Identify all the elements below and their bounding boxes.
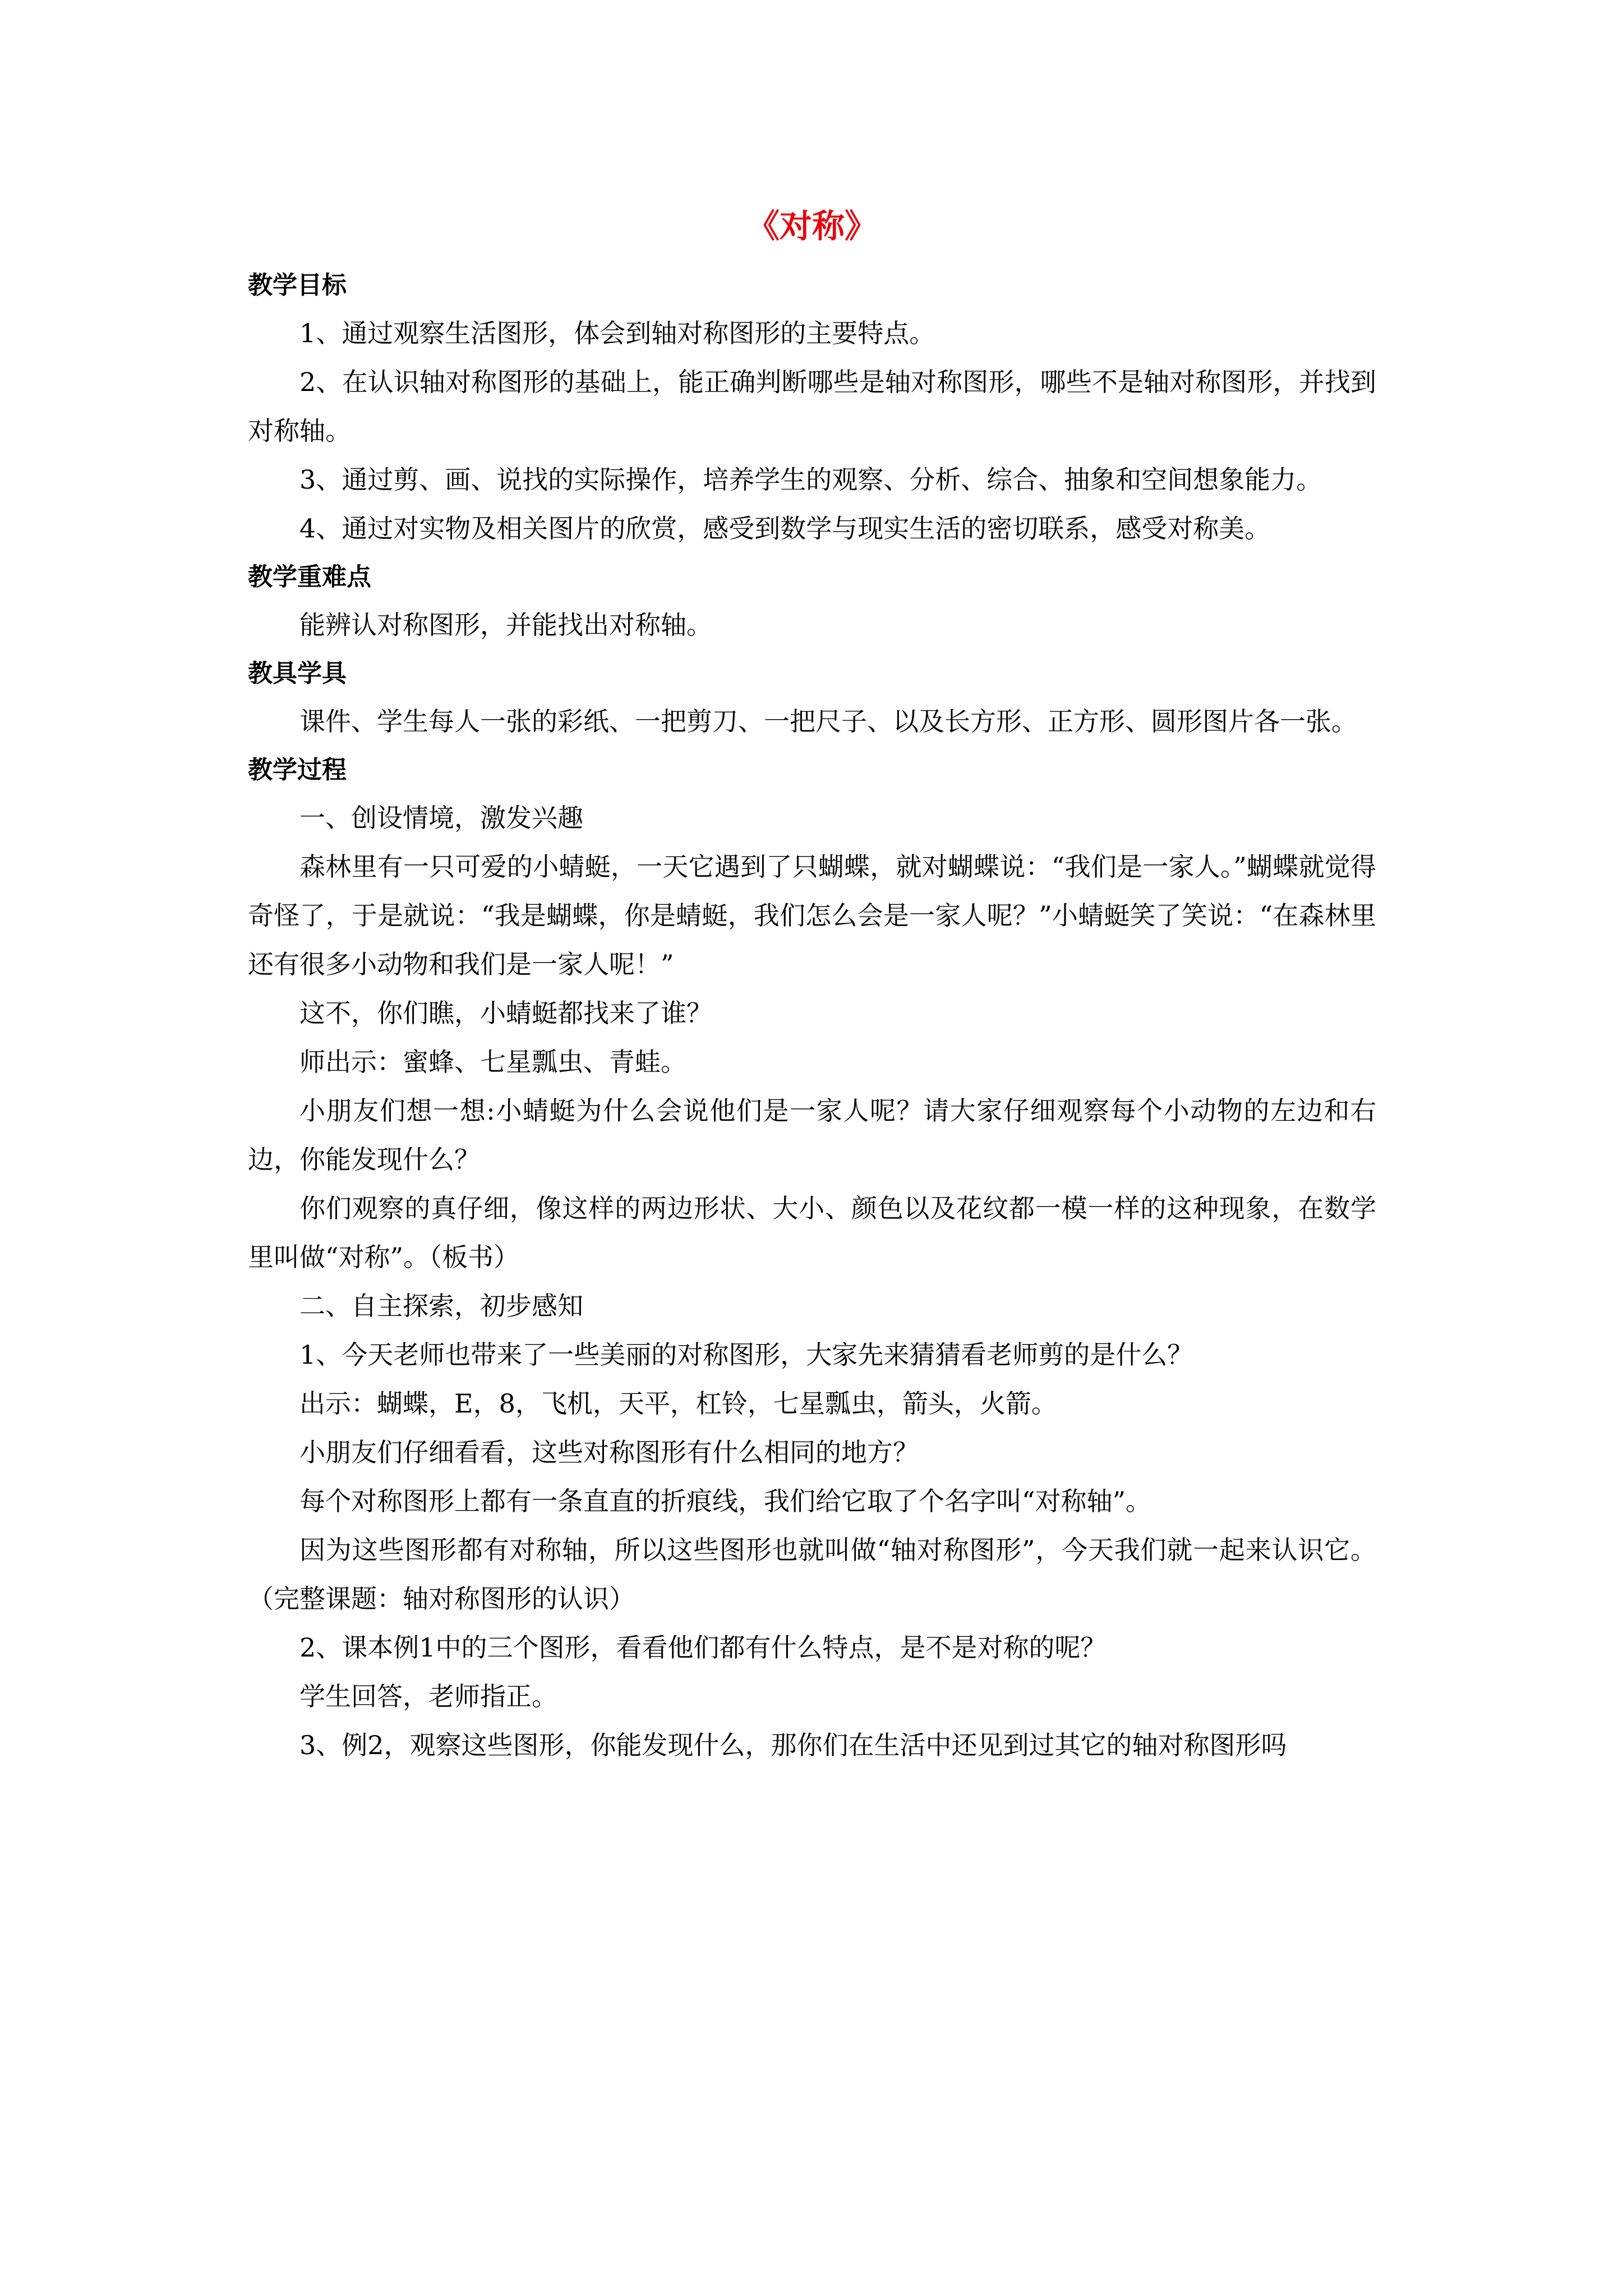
paragraph: 这不，你们瞧，小蜻蜓都找来了谁？ (299, 998, 712, 1028)
paragraph: 能辨认对称图形，并能找出对称轴。 (299, 610, 712, 640)
paragraph: 每个对称图形上都有一条直直的折痕线，我们给它取了个名字叫“对称轴”。 (299, 1486, 1152, 1516)
paragraph: 二、自主探索，初步感知 (299, 1291, 583, 1321)
paragraph: 学生回答，老师指正。 (299, 1681, 557, 1711)
document-title: 《对称》 (746, 207, 877, 245)
section-heading-key-points: 教学重难点 (248, 563, 371, 591)
paragraph: 1、今天老师也带来了一些美丽的对称图形，大家先来猜猜看老师剪的是什么？ (299, 1340, 1193, 1370)
paragraph: 3、例2，观察这些图形，你能发现什么，那你们在生活中还见到过其它的轴对称图形吗 (299, 1730, 1287, 1760)
paragraph: 一、创设情境，激发兴趣 (299, 803, 583, 833)
paragraph: 你们观察的真仔细，像这样的两边形状、大小、颜色以及花纹都一模一样的这种现象，在数学里叫做“对称”。（板书） (248, 1193, 1376, 1272)
document-body (248, 199, 1376, 1770)
paragraph: 出示：蝴蝶，E，8，飞机，天平，杠铃，七星瓢虫，箭头，火箭。 (299, 1388, 1057, 1419)
paragraph: 课件、学生每人一张的彩纸、一把剪刀、一把尺子、以及长方形、正方形、圆形图片各一张。 (299, 706, 1357, 737)
section-heading-process: 教学过程 (248, 756, 347, 784)
paragraph: 1、通过观察生活图形，体会到轴对称图形的主要特点。 (299, 318, 935, 348)
paragraph: 2、在认识轴对称图形的基础上，能正确判断哪些是轴对称图形，哪些不是轴对称图形，并找到对称轴。 (248, 367, 1376, 446)
section-heading-objectives: 教学目标 (248, 271, 347, 300)
paragraph: 师出示：蜜蜂、七星瓢虫、青蛙。 (299, 1047, 686, 1077)
paragraph: 小朋友们想一想:小蜻蜓为什么会说他们是一家人呢？请大家仔细观察每个小动物的左边和右边，你能发现什么？ (248, 1096, 1376, 1175)
paragraph: 因为这些图形都有对称轴，所以这些图形也就叫做“轴对称图形”，今天我们就一起来认识它。（完整课题：轴对称图形的认识） (248, 1535, 1376, 1614)
paragraph: 森林里有一只可爱的小蜻蜓，一天它遇到了只蝴蝶，就对蝴蝶说：“我们是一家人。”蝴蝶就觉得奇怪了，于是就说：“我是蝴蝶，你是蜻蜓，我们怎么会是一家人呢？”小蜻蜓笑了笑说：“在森林里还有很多小动物和我们是一家人呢！” (248, 852, 1376, 979)
paragraph: 2、课本例1中的三个图形，看看他们都有什么特点，是不是对称的呢？ (299, 1632, 1106, 1663)
paragraph: 3、通过剪、画、说找的实际操作，培养学生的观察、分析、综合、抽象和空间想象能力。 (299, 464, 1322, 495)
section-heading-materials: 教具学具 (248, 659, 347, 688)
paragraph: 4、通过对实物及相关图片的欣赏，感受到数学与现实生活的密切联系，感受对称美。 (299, 513, 1271, 544)
paragraph: 小朋友们仔细看看，这些对称图形有什么相同的地方？ (299, 1437, 919, 1467)
